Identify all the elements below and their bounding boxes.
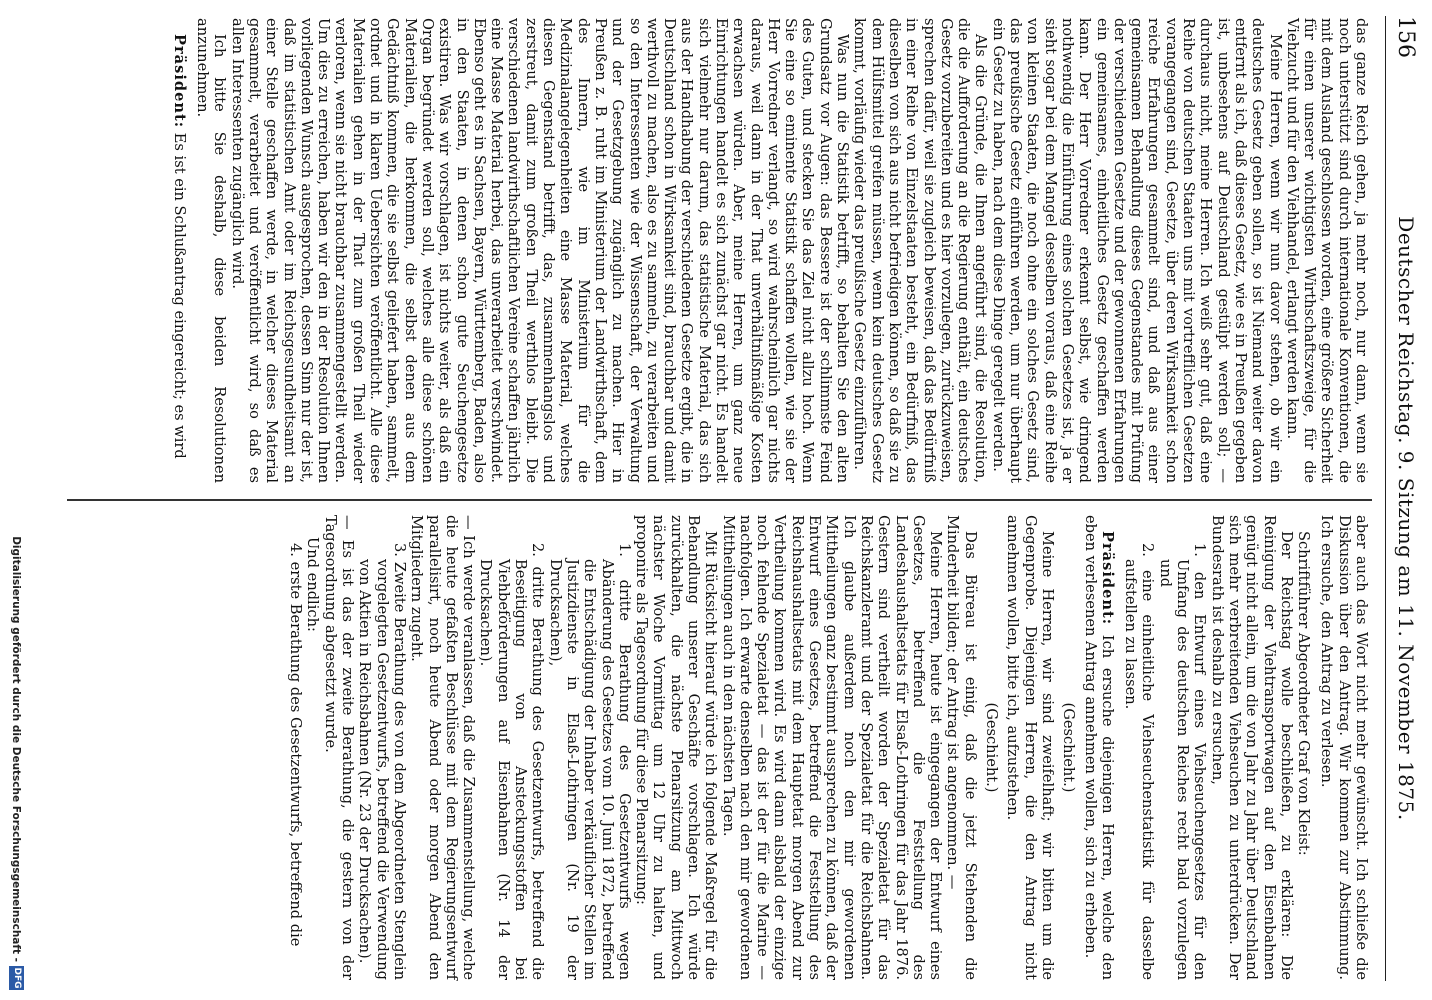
speaker-text: Ich ersuche diejenigen Herren, welche den eben verlesenen Antrag annehmen wollen, sich zu erheben. — [1081, 515, 1116, 980]
paragraph: Meine Herren, heute ist eingegangen der Entwurf eines Gesetzes, betreffend die Feststellung des Landeshaushaltsetats für Elsaß-Lothringen für das Jahr 1876. Gestern sind vertheilt worden der Spezialetat für das Reichskanzleramt und der Spezialetat für die Reichsbahnen. Ich glaube außerdem noch den mir gewordenen Mittheilungen ganz bestimmt aussprechen zu können, daß der Entwurf eines Gesetzes, betreffend die Feststellung des Reichshaushaltsetats mit dem Hauptetat morgen Abend zur Vertheilung kommen wird. Es wird dann alsbald der einzige noch fehlende Spezialetat — das ist der für die Marine — nachfolgen. Ich erwarte denselben nach den mir gewordenen Mittheilungen auch in den nächsten Tagen. — [719, 515, 945, 980]
paragraph: Das Büreau ist einig, daß die jetzt Stehenden die Minderheit bilden; der Antrag ist angenommen. — — [944, 515, 979, 980]
agenda-item: 2. dritte Berathung des Gesetzentwurfs, betreffend die Beseitigung von Ansteckungsstoffen bei Viehbeförderungen auf Eisenbahnen (Nr. 14 der Drucksachen). — [477, 543, 547, 980]
paragraph: Als die Gründe, die Ihnen angeführt sind, die Resolution, die die Aufforderung an die Regierung enthält, ein deutsches Gesetz vorzubereiten und es hier vorzulegen, zurückzuweisen, sprechen dafür, weil sie zugleich beweisen, daß das Bedürfniß in einer Reihe von Einzelstaaten besteht, ein Bedürfniß, das dieselben von sich aus nicht befriedigen können, so daß sie zu dem Hülfsmittel greifen müssen, wenn kein deutsches Gesetz kommt, vorläufig wieder das preußische Gesetz einzuführen. — [851, 18, 990, 483]
clerk-intro: Schriftführer Abgeordneter Graf von Kleist: — [1295, 531, 1313, 856]
speaker-paragraph — [1081, 515, 1116, 980]
paragraph: — Es ist das der zweite Berathung, die gestern von der Tagesordnung abgesetzt wurde. — [321, 515, 357, 980]
paragraph: Ich bitte Sie deshalb, diese beiden Resolutionen anzunehmen. — [194, 18, 229, 483]
agenda-item: 4. erste Berathung des Gesetzentwurfs, betreffend die — [287, 543, 305, 947]
motion-item: 1. den Entwurf eines Viehseuchengesetzes für den Umfang des deutschen Reiches recht bald vorzulegen und — [1156, 543, 1209, 980]
paragraph: Meine Herren, wenn wir nun davor stehen, ob wir ein deutsches Gesetz geben sollen, so ist Niemand weiter davon entfernt als ich, daß dieses Gesetz, wie es in Preußen gegeben ist, unbesehens auf Deutschland gestülpt werden soll; — durchaus nicht, meine Herren. Ich weiß sehr gut, daß eine Reihe von deutschen Staaten uns mit vortrefflichen Gesetzen vorangegangen sind, Gesetze, über deren Wirksamkeit schon reiche Erfahrungen gesammelt sind, und daß aus einer gemeinsamen Behandlung dieses Gegenstandes mit Prüfung der verschiedenen Gesetze und der gewonnenen Erfahrungen ein gemeinsames, einheitliches Gesetz geschaffen werden kann. Der Herr Vorredner erkennt selbst, wie dringend nothwendig die Einführung eines solchen Gesetzes ist, ja er sieht sogar bei dem Mangel desselben voraus, daß eine Reihe von kleinen Staaten, die noch ohne ein solches Gesetz sind, das preußische Gesetz einführen werden, um nur überhaupt ein Gesetz zu haben, nach dem diese Dinge geregelt werden. — [989, 18, 1284, 483]
column-divider — [67, 499, 1372, 501]
left-column — [171, 18, 1370, 483]
digitization-note: Digitalisierung gefördert durch die Deutsche Forschungsgemeinschaft - — [10, 536, 22, 962]
dfg-logo: DFG — [9, 966, 24, 990]
paragraph: aber auch das Wort nicht mehr gewünscht. Ich schließe die Diskussion über den Antrag. Wir kommen zur Abstimmung. Ich ersuche, den Antrag zu verlesen. — [1318, 515, 1370, 980]
speaker-paragraph — [171, 18, 188, 483]
page-number: 156 — [1393, 16, 1418, 58]
digitization-footer — [6, 536, 24, 990]
right-column — [287, 515, 1370, 980]
stage-direction: (Geschieht.) — [983, 702, 1001, 793]
motion-text: Der Reichstag wolle beschließen, zu erklären: Die Reinigung der Viehtransportwagen auf den Eisenbahnen genügt nicht allein, um die von Jahr zu Jahr über Deutschland sich mehr verbreitenden Viehseuchen zu unterdrücken. Der Bundesrath ist deshalb zu ersuchen, — [1208, 515, 1295, 980]
paragraph: — Ich werde veranlassen, daß die Zusammenstellung, welche die heute gefaßten Beschlüsse mit dem Regierungsentwurf parallelisirt, noch heute Abend oder morgen Abend den Mitgliedern zugeht. — [408, 515, 478, 980]
speaker-label: Präsident: — [1098, 531, 1116, 626]
stage-direction: (Geschieht.) — [1060, 702, 1078, 793]
paragraph: Mit Rücksicht hierauf würde ich folgende Maßregel für die Behandlung unserer Geschäfte vorschlagen. Ich würde zurückhalten, die nächste Plenarsitzung am Mittwoch nächster Woche Vormittag um 12 Uhr zu halten, und proponire als Tagesordnung für diese Plenarsitzung: — [633, 515, 720, 980]
running-title: Deutscher Reichstag. 9. Sitzung am 11. November 1875. — [1394, 216, 1418, 821]
motion-item: 2. eine einheitliche Viehseuchenstatistik für dasselbe aufstellen zu lassen. — [1122, 543, 1157, 980]
paragraph: das ganze Reich gehen, ja mehr noch, nur dann, wenn sie noch unterstützt sind durch internationale Konventionen, die mit dem Ausland geschlossen worden, eine größere Sicherheit für einen unserer wichtigsten Wirthschaftszweige, für die Viehzucht und für den Viehhandel, erlangt werden kann. — [1283, 18, 1370, 483]
paragraph: Was nun die Statistik betrifft, so behalten Sie den alten Grundsatz vor Augen: das Bessere ist der schlimmste Feind des Guten, und stecken Sie das Ziel nicht allzu hoch. Wenn Sie eine so eminente Statistik schaffen wollen, wie sie der Herr Vorredner verlangt, so wird wahrscheinlich gar nichts daraus, weil dann in der That unverhältnißmäßige Kosten erwachsen würden. Aber, meine Herren, um ganz neue Einrichtungen handelt es sich zunächst gar nicht. Es handelt sich vielmehr nur darum, das statistische Material, das sich aus der Handhabung der verschiedenen Gesetze ergibt, die in Deutschland schon in Wirksamkeit sind, brauchbar und damit werthvoll zu machen, also es zu sammeln, zu verarbeiten und so den Interessenten wie der Wissenschaft, der Verwaltung und der Gesetzgebung zugänglich zu machen. Hier in Preußen z. B. ruht im Ministerium der Landwirthschaft, dem des Innern, wie im Ministerium für die Medizinalangelegenheiten eine Masse Material, welches diesen Gegenstand betrifft, das, zusammenhangslos und zerstreut, damit zum großen Theil werthlos bleibt. Die verschiedenen landwirthschaftlichen Vereine schaffen jährlich eine Masse Material herbei, das unverarbeitet verschwindet. Ebenso geht es in Sachsen, Bayern, Württemberg, Baden, also in den Staaten, in denen schon gute Seuchengesetze existiren. Was wir vorschlagen, ist nichts weiter, als daß ein Organ begründet werden soll, welches alle diese schönen Materialien, die herkommen, die selbst denen aus dem Gedächtniß kommen, die sie selbst geliefert haben, sammelt, ordnet und in klaren Uebersichten veröffentlicht. Alle diese Materialien gehen in der That zum großen Theil wieder verloren, wenn sie nicht brauchbar zusammengestellt werden. Um dies zu erreichen, haben wir den in der Resolution Ihnen vorliegenden Wunsch ausgesprochen, dessen Sinn nur der ist, daß im statistischen Amt oder im Reichsgesundheitsamt an einer Stelle geschaffen werde, in welcher dieses Material gesammelt, verarbeitet und veröffentlicht wird, so daß es allen Interessenten zugänglich wird. — [228, 18, 852, 483]
agenda-item: 3. Zweite Berathung des von dem Abgeordneten Stenglein vorgelegten Gesetzentwurfs, betreffend die Verwendung von Aktien in Reichsbahnen (Nr. 23 der Drucksachen). — [356, 543, 408, 980]
speaker-label: Präsident: — [170, 34, 188, 129]
page-header — [1385, 16, 1422, 981]
paragraph: Und endlich: — [304, 537, 322, 632]
paragraph: Meine Herren, wir sind zweifelhaft; wir bitten um die Gegenprobe. Diejenigen Herren, die den Antrag nicht annehmen wollen, bitte ich, aufzustehen. — [1004, 515, 1056, 980]
agenda-item: 1. dritte Berathung des Gesetzentwurfs wegen Abänderung des Gesetzes vom 10. Juni 1872, betreffend die Entschädigung der Inhaber verkäuflicher Stellen im Justizdienste in Elsaß-Lothringen (Nr. 19 der Drucksachen), — [546, 543, 633, 980]
speaker-text: Es ist ein Schlußantrag eingereicht; es wird — [170, 132, 188, 459]
